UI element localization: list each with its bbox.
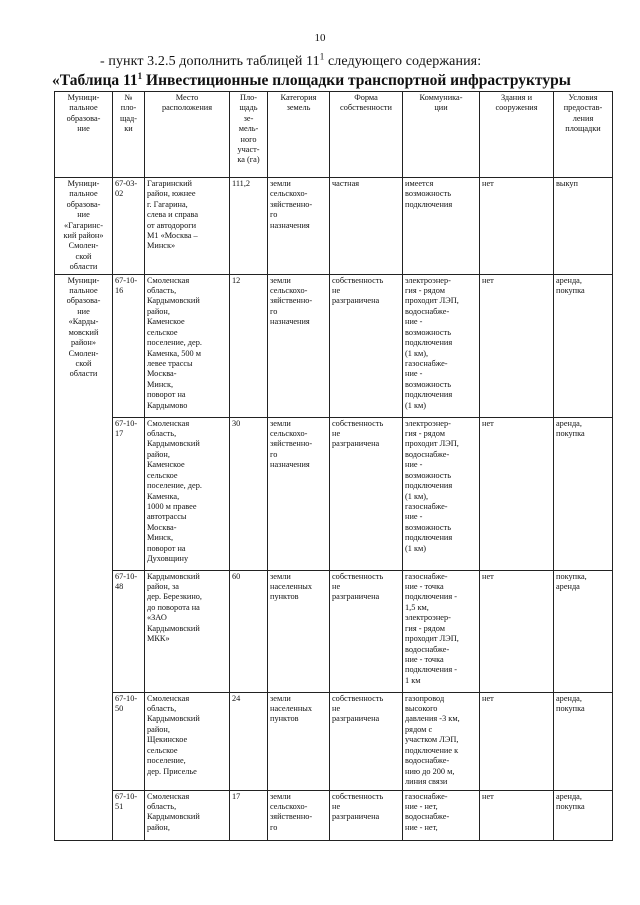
header-cell — [403, 92, 480, 178]
table-row — [55, 417, 613, 570]
intro-text: - пункт 3.2.5 дополнить таблицей 11 — [100, 54, 320, 69]
location-cell: Смоленская область, Кардымовский район, Каменское сельское поселение, дер. Каменка, 1000 м правее автотрассы Москва- Минск, поворот на Духовщину — [145, 417, 230, 570]
header-label: Здания и сооружения — [495, 93, 538, 113]
buildings-cell: нет — [480, 790, 554, 840]
intro-text-end: следующего содержания: — [324, 54, 482, 69]
site-number-cell: 67-10- 48 — [113, 570, 145, 692]
conditions-cell: покупка, аренда — [554, 570, 613, 692]
header-cell — [480, 92, 554, 178]
header-label: № пло- щад- ки — [119, 93, 138, 134]
table-title — [52, 72, 571, 90]
header-cell — [113, 92, 145, 178]
header-cell — [55, 92, 113, 178]
communications-cell: электроэнер- гия - рядом проходит ЛЭП, водоснабже- ние - возможность подключения (1 км), газоснабже- ние - возможность подключения (1 км) — [403, 417, 480, 570]
header-cell — [554, 92, 613, 178]
land-category-cell: земли населенных пунктов — [268, 570, 330, 692]
table-row — [55, 178, 613, 275]
header-row — [55, 92, 613, 178]
communications-cell: газопровод высокого давления -3 км, рядом с участком ЛЭП, подключение к водоснабже- нию до 200 м, линия связи — [403, 692, 480, 790]
table-row — [55, 570, 613, 692]
investment-sites-table — [54, 91, 613, 841]
header-cell — [268, 92, 330, 178]
land-category-cell: земли сельскохо- зяйственно- го назначения — [268, 274, 330, 417]
buildings-cell: нет — [480, 417, 554, 570]
site-number-cell: 67-10- 50 — [113, 692, 145, 790]
header-label: Условия предостав- ления площадки — [563, 93, 603, 134]
area-cell: 24 — [230, 692, 268, 790]
area-cell: 17 — [230, 790, 268, 840]
conditions-cell: аренда, покупка — [554, 692, 613, 790]
site-number-cell: 67-03- 02 — [113, 178, 145, 275]
site-number-cell: 67-10- 17 — [113, 417, 145, 570]
conditions-cell: аренда, покупка — [554, 790, 613, 840]
buildings-cell: нет — [480, 178, 554, 275]
land-category-cell: земли сельскохо- зяйственно- го назначения — [268, 178, 330, 275]
header-cell — [230, 92, 268, 178]
page-number: 10 — [314, 32, 326, 44]
table-title-superscript: 1 — [137, 70, 143, 81]
header-label: Муници- пальное образова- ние — [66, 93, 101, 134]
communications-cell: газоснабже- ние - нет, водоснабже- ние - нет, — [403, 790, 480, 840]
ownership-cell: собственность не разграничена — [330, 692, 403, 790]
conditions-cell: аренда, покупка — [554, 417, 613, 570]
land-category-cell: земли сельскохо- зяйственно- го — [268, 790, 330, 840]
location-cell: Кардымовский район, за дер. Березкино, до поворота на «ЗАО Кардымовский МКК» — [145, 570, 230, 692]
communications-cell: имеется возможность подключения — [403, 178, 480, 275]
header-label: Пло- щадь зе- мель- ного участ- ка (га) — [237, 93, 260, 165]
area-cell: 60 — [230, 570, 268, 692]
header-label: Категория земель — [280, 93, 317, 113]
header-cell — [330, 92, 403, 178]
ownership-cell: собственность не разграничена — [330, 570, 403, 692]
communications-cell: газоснабже- ние - точка подключения - 1,5 км, электроэнер- гия - рядом проходит ЛЭП, водоснабже- ние - точка подключения - 1 км — [403, 570, 480, 692]
buildings-cell: нет — [480, 570, 554, 692]
ownership-cell: собственность не разграничена — [330, 417, 403, 570]
table-title-end: Инвестиционные площадки транспортной инфраструктуры — [142, 72, 571, 89]
location-cell: Смоленская область, Кардымовский район, Каменское сельское поселение, дер. Каменка, 500 м левее трассы Москва- Минск, поворот на Кардымово — [145, 274, 230, 417]
location-cell: Смоленская область, Кардымовский район, Щекинское сельское поселение, дер. Приселье — [145, 692, 230, 790]
site-number-cell: 67-10- 16 — [113, 274, 145, 417]
buildings-cell: нет — [480, 692, 554, 790]
ownership-cell: собственность не разграничена — [330, 790, 403, 840]
conditions-cell: аренда, покупка — [554, 274, 613, 417]
table-row — [55, 692, 613, 790]
header-label: Форма собственности — [340, 93, 392, 113]
ownership-cell: собственность не разграничена — [330, 274, 403, 417]
area-cell: 30 — [230, 417, 268, 570]
land-category-cell: земли сельскохо- зяйственно- го назначения — [268, 417, 330, 570]
ownership-cell: частная — [330, 178, 403, 275]
header-label: Коммуника- ции — [419, 93, 463, 113]
intro-superscript: 1 — [319, 51, 325, 62]
area-cell: 111,2 — [230, 178, 268, 275]
land-category-cell: земли населенных пунктов — [268, 692, 330, 790]
buildings-cell: нет — [480, 274, 554, 417]
communications-cell: электроэнер- гия - рядом проходит ЛЭП, водоснабже- ние - возможность подключения (1 км), газоснабже- ние - возможность подключения (1 км) — [403, 274, 480, 417]
table-title-start: «Таблица 11 — [52, 72, 138, 89]
site-number-cell: 67-10- 51 — [113, 790, 145, 840]
area-cell: 12 — [230, 274, 268, 417]
location-cell: Смоленская область, Кардымовский район, — [145, 790, 230, 840]
table-row — [55, 790, 613, 840]
header-cell — [145, 92, 230, 178]
table-row — [55, 274, 613, 417]
intro-paragraph — [100, 51, 482, 70]
municipality-cell: Муници- пальное образова- ние «Гагаринс- кий район» Смолен- ской области — [55, 178, 113, 275]
location-cell: Гагаринский район, южнее г. Гагарина, слева и справа от автодороги М1 «Москва – Минск» — [145, 178, 230, 275]
conditions-cell: выкуп — [554, 178, 613, 275]
municipality-cell: Муници- пальное образова- ние «Карды- мовский район» Смолен- ской области — [55, 274, 113, 840]
header-label: Место расположения — [161, 93, 213, 113]
